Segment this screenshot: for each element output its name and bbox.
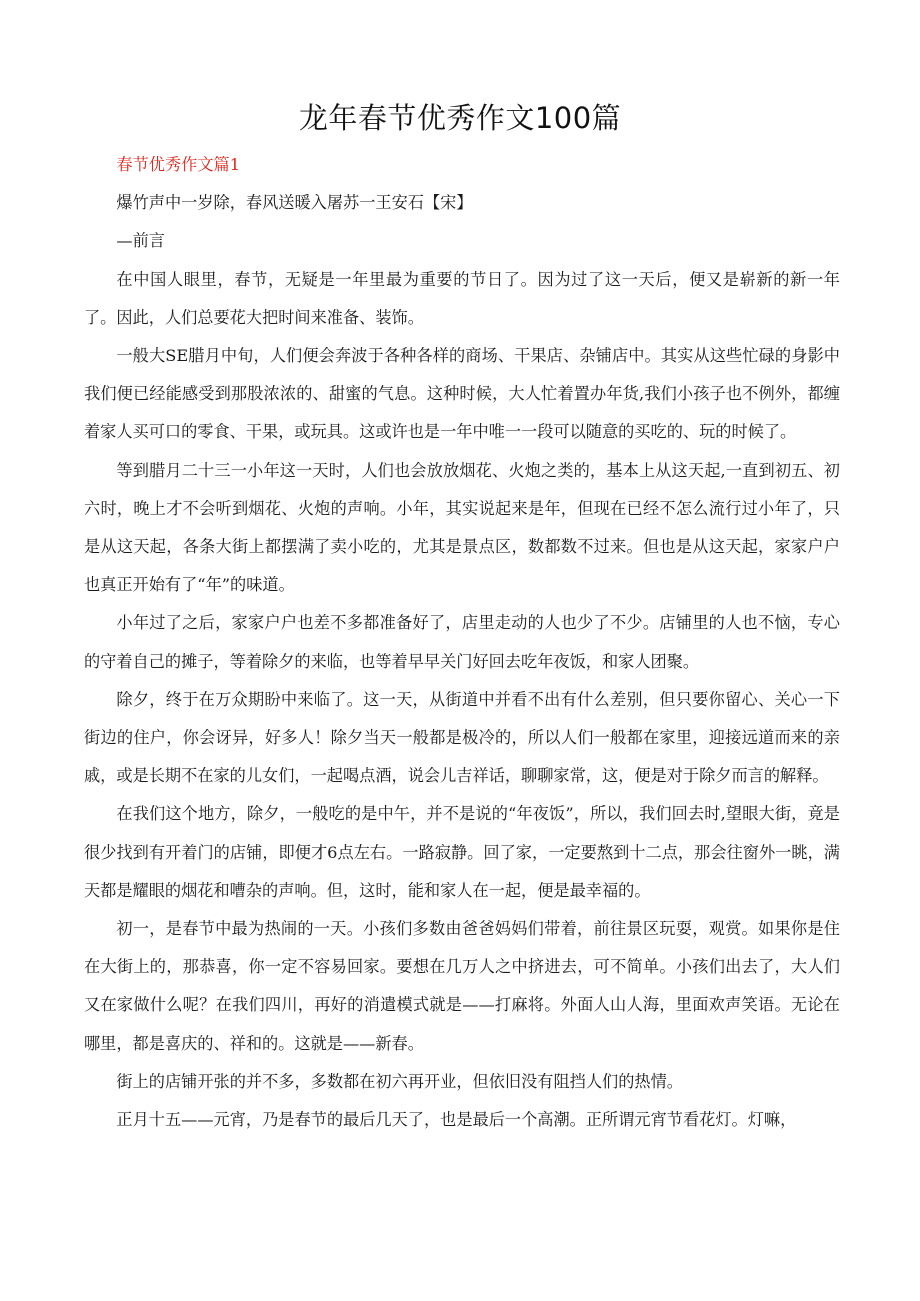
paragraph: 等到腊月二十三一小年这一天时，人们也会放放烟花、火炮之类的，基本上从这天起,一直到初五、初六时，晚上才不会听到烟花、火炮的声响。小年，其实说起来是年，但现在已经不怎么流行过小年了，只是从这天起，各条大街上都摆满了卖小吃的，尤其是景点区，数都数不过来。但也是从这天起，家家户户也真正开始有了“年”的味道。 <box>84 460 840 595</box>
paragraph: 初一，是春节中最为热闹的一天。小孩们多数由爸爸妈妈们带着，前往景区玩耍，观赏。如果你是住在大街上的，那恭喜，你一定不容易回家。要想在几万人之中挤进去，可不简单。小孩们出去了，大人们又在家做什么呢？在我们四川，再好的消遣模式就是——打麻将。外面人山人海，里面欢声笑语。无论在哪里，都是喜庆的、祥和的。这就是——新春。 <box>84 919 840 1053</box>
preface-label: —前言 <box>116 231 165 251</box>
paragraph: 小年过了之后，家家户户也差不多都准备好了，店里走动的人也少了不少。店铺里的人也不恼，专心的守着自己的摊子，等着除夕的来临，也等着早早关门好回去吃年夜饭，和家人团聚。 <box>84 613 840 671</box>
document-body <box>84 146 840 1139</box>
paragraph: 正月十五——元宵，乃是春节的最后几天了，也是最后一个高潮。正所谓元宵节看花灯。灯嘛， <box>116 1110 797 1130</box>
paragraph: 在中国人眼里，春节，无疑是一年里最为重要的节日了。因为过了这一天后，便又是崭新的新一年了。因此，人们总要花大把时间来准备、装饰。 <box>84 269 840 327</box>
paragraph: 在我们这个地方，除夕，一般吃的是中午，并不是说的“年夜饭”，所以，我们回去时,望眼大街，竟是很少找到有开着门的店铺，即便才6点左右。一路寂静。回了家，一定要熬到十二点，那会往窗外一眺，满天都是耀眼的烟花和嘈杂的声响。但，这时，能和家人在一起，便是最幸福的。 <box>84 804 840 900</box>
epigraph: 爆竹声中一岁除，春风送暖入屠苏一王安石【宋】 <box>116 193 473 213</box>
paragraph: 街上的店铺开张的并不多，多数都在初六再开业，但依旧没有阻挡人们的热情。 <box>116 1071 683 1091</box>
document-title: 龙年春节优秀作文100篇 <box>298 101 622 135</box>
section-heading: 春节优秀作文篇1 <box>116 155 241 174</box>
paragraph: 一般大SE腊月中旬，人们便会奔波于各种各样的商场、干果店、杂铺店中。其实从这些忙碌的身影中我们便已经能感受到那股浓浓的、甜蜜的气息。这种时候，大人忙着置办年货,我们小孩子也不例外，都缠着家人买可口的零食、干果，或玩具。这或许也是一年中唯一一段可以随意的买吃的、玩的时候了。 <box>84 346 840 442</box>
paragraph: 除夕，终于在万众期盼中来临了。这一天，从街道中并看不出有什么差别，但只要你留心、关心一下街边的住户，你会讶异，好多人！除夕当天一般都是极冷的，所以人们一般都在家里，迎接远道而来的亲戚，或是长期不在家的儿女们，一起喝点酒，说会儿吉祥话，聊聊家常，这，便是对于除夕而言的解释。 <box>84 689 840 786</box>
